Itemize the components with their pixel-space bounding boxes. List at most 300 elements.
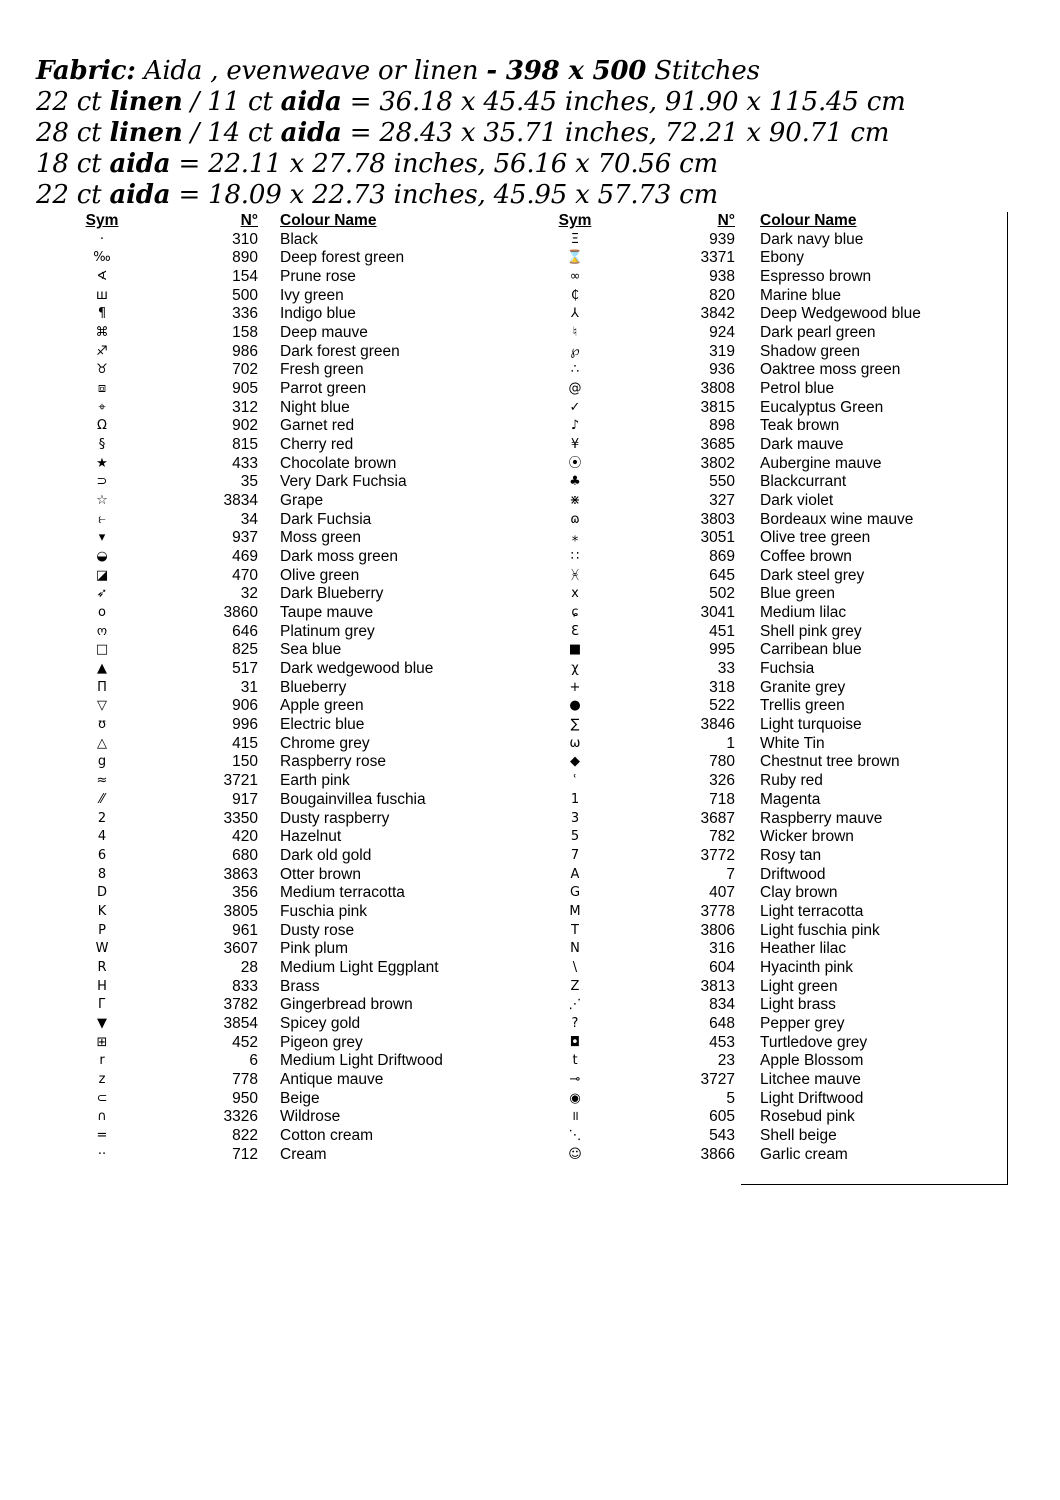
thread-number: 3727	[700, 1070, 735, 1088]
thread-symbol: ⅄	[571, 306, 579, 322]
thread-symbol: ◉	[569, 1090, 581, 1106]
thread-symbol: g	[97, 754, 107, 770]
thread-number: 939	[709, 230, 735, 248]
colour-name: Moss green	[280, 529, 361, 547]
thread-symbol: ⥼	[98, 511, 106, 527]
colour-name: Very Dark Fuchsia	[280, 473, 407, 491]
size-dimensions: = 22.11 x 27.78 inches, 56.16 x 70.56 cm	[170, 149, 718, 179]
thread-symbol: ▾	[98, 530, 106, 546]
colour-name: Dark mauve	[760, 436, 844, 454]
thread-symbol: A	[570, 866, 580, 882]
thread-symbol: 7	[570, 847, 580, 863]
colour-name: White Tin	[760, 734, 825, 752]
thread-symbol: x	[571, 586, 579, 602]
colour-name: Light brass	[760, 996, 836, 1014]
colour-name: Pink plum	[280, 940, 349, 958]
thread-symbol: ▼	[97, 1015, 107, 1031]
thread-symbol: ⊂	[96, 1090, 108, 1106]
colour-name: Olive tree green	[760, 529, 871, 547]
colour-name: Hyacinth pink	[760, 958, 854, 976]
thread-symbol: ω	[569, 735, 581, 751]
colour-name: Garlic cream	[760, 1145, 848, 1163]
thread-number: 815	[232, 436, 258, 454]
thread-symbol: ◆	[570, 754, 580, 770]
size-fabric-bold: linen	[109, 87, 183, 117]
colour-name: Light green	[760, 977, 838, 995]
thread-number: 995	[709, 641, 735, 659]
size-fabric-bold: aida	[280, 118, 342, 148]
colour-name: Ruby red	[760, 772, 823, 790]
thread-number: 3866	[700, 1145, 735, 1163]
colour-name: Medium Light Eggplant	[280, 958, 439, 976]
sym-header: Sym	[85, 212, 119, 229]
colour-name: Light terracotta	[760, 902, 864, 920]
thread-symbol: ⌘	[95, 325, 109, 341]
thread-number: 158	[232, 324, 258, 342]
thread-number: 6	[249, 1052, 258, 1070]
colour-name: Taupe mauve	[280, 604, 374, 622]
size-line-22ct-aida	[36, 180, 1036, 211]
thread-symbol: ∢	[96, 269, 108, 285]
thread-symbol: ♉	[96, 362, 108, 378]
colour-name: Garnet red	[280, 417, 355, 435]
thread-symbol: G	[569, 885, 581, 901]
colour-name: Light fuschia pink	[760, 921, 880, 939]
thread-number: 905	[232, 380, 258, 398]
sym-header: Sym	[558, 212, 592, 229]
thread-number: 869	[709, 548, 735, 566]
thread-symbol: ⋇	[569, 493, 581, 509]
colour-name: Shell beige	[760, 1126, 837, 1144]
thread-symbol: ♣	[569, 474, 581, 490]
thread-symbol: ∩	[97, 1109, 107, 1125]
colour-name: Dark moss green	[280, 548, 399, 566]
fabric-line	[36, 56, 1036, 87]
colour-name: Dusty rose	[280, 921, 355, 939]
thread-number: 3834	[223, 492, 258, 510]
colour-name: Medium Light Driftwood	[280, 1052, 443, 1070]
thread-number: 3778	[700, 902, 735, 920]
thread-number: 319	[709, 342, 735, 360]
thread-number: 470	[232, 566, 258, 584]
thread-symbol: ш	[96, 287, 108, 303]
thread-number: 902	[232, 417, 258, 435]
colour-name: Aubergine mauve	[760, 454, 882, 472]
colour-name: Bordeaux wine mauve	[760, 510, 914, 528]
thread-number: 5	[726, 1089, 735, 1107]
thread-symbol: ℘	[570, 343, 580, 359]
thread-symbol: H	[97, 978, 107, 994]
size-dimensions: = 28.43 x 35.71 inches, 72.21 x 90.71 cm	[341, 118, 890, 148]
number-header: N°	[240, 212, 258, 229]
thread-symbol: 2	[97, 810, 107, 826]
size-count-text: 28 ct	[36, 118, 110, 148]
colour-name: Oaktree moss green	[760, 361, 901, 379]
colour-name: Night blue	[280, 398, 350, 416]
thread-number: 938	[709, 268, 735, 286]
thread-symbol: ‰	[93, 250, 111, 266]
colour-name: Dark old gold	[280, 846, 372, 864]
thread-symbol: t	[572, 1053, 578, 1069]
thread-number: 517	[232, 660, 258, 678]
size-line-18ct-aida	[36, 149, 1036, 180]
thread-symbol: ¶	[97, 306, 107, 322]
thread-symbol: △	[97, 735, 107, 751]
fabric-label: Fabric:	[36, 56, 136, 86]
thread-symbol: W	[95, 941, 109, 957]
thread-symbol: ?	[571, 1015, 579, 1031]
colour-name: Deep Wedgewood blue	[760, 305, 921, 323]
thread-number: 522	[709, 697, 735, 715]
thread-number: 605	[709, 1108, 735, 1126]
thread-number: 3842	[700, 305, 735, 323]
colour-name: Spicey gold	[280, 1014, 361, 1032]
thread-symbol: ⌛	[566, 250, 584, 266]
thread-number: 822	[232, 1126, 258, 1144]
colour-name: Clay brown	[760, 884, 838, 902]
colour-name: Rosebud pink	[760, 1108, 855, 1126]
thread-number: 3808	[700, 380, 735, 398]
thread-number: 469	[232, 548, 258, 566]
thread-symbol: ⊃	[96, 474, 108, 490]
thread-symbol: ⧈	[97, 381, 107, 397]
thread-number: 453	[709, 1033, 735, 1051]
thread-symbol: ∞	[569, 269, 581, 285]
colour-name: Magenta	[760, 790, 821, 808]
thread-symbol: ⊸	[569, 1071, 581, 1087]
thread-symbol: ★	[96, 455, 108, 471]
thread-symbol: Г	[98, 997, 106, 1013]
colour-name: Deep mauve	[280, 324, 368, 342]
thread-symbol: +	[569, 679, 581, 695]
stitch-count: - 398 x 500	[486, 56, 647, 86]
thread-symbol: ♪	[570, 418, 580, 434]
thread-symbol: ✓	[569, 399, 581, 415]
thread-number: 782	[709, 828, 735, 846]
thread-symbol: ⋰	[568, 997, 582, 1013]
colour-name: Dark steel grey	[760, 566, 865, 584]
size-count-text: / 11 ct	[182, 87, 281, 117]
size-count-text: 22 ct	[36, 87, 110, 117]
thread-symbol: ⁄⁄	[99, 791, 105, 807]
thread-symbol: ▲	[97, 661, 107, 677]
colour-name: Medium lilac	[760, 604, 847, 622]
thread-symbol: Ω	[97, 418, 107, 434]
colour-name: Dark violet	[760, 492, 834, 510]
thread-symbol: ო	[96, 623, 108, 639]
colour-name: Indigo blue	[280, 305, 356, 323]
thread-number: 648	[709, 1014, 735, 1032]
thread-symbol: ☆	[96, 493, 108, 509]
thread-number: 890	[232, 249, 258, 267]
colour-name: Medium terracotta	[280, 884, 405, 902]
thread-number: 543	[709, 1126, 735, 1144]
thread-number: 780	[709, 753, 735, 771]
size-fabric-bold: aida	[109, 180, 171, 210]
size-count-text: / 14 ct	[182, 118, 281, 148]
colour-name: Deep forest green	[280, 249, 405, 267]
colour-name: Brass	[280, 977, 320, 995]
thread-number: 3772	[700, 846, 735, 864]
colour-name: Blueberry	[280, 678, 347, 696]
thread-number: 924	[709, 324, 735, 342]
thread-symbol: 4	[97, 829, 107, 845]
colour-name: Olive green	[280, 566, 360, 584]
thread-number: 961	[232, 921, 258, 939]
thread-symbol: o	[98, 605, 106, 621]
colour-name: Pigeon grey	[280, 1033, 363, 1051]
colour-name: Pepper grey	[760, 1014, 845, 1032]
thread-number: 3607	[223, 940, 258, 958]
thread-number: 3782	[223, 996, 258, 1014]
colour-name: Espresso brown	[760, 268, 872, 286]
thread-number: 718	[709, 790, 735, 808]
thread-symbol: =	[96, 1127, 108, 1143]
size-dimensions: = 36.18 x 45.45 inches, 91.90 x 115.45 cm	[341, 87, 906, 117]
thread-symbol: 5	[570, 829, 580, 845]
thread-symbol: 1	[570, 791, 580, 807]
colour-name: Dusty raspberry	[280, 809, 390, 827]
thread-number: 3687	[700, 809, 735, 827]
thread-number: 336	[232, 305, 258, 323]
number-header: N°	[717, 212, 735, 229]
thread-symbol: ◪	[95, 567, 109, 583]
colour-name: Chrome grey	[280, 734, 370, 752]
colour-name: Apple green	[280, 697, 364, 715]
thread-number: 3854	[223, 1014, 258, 1032]
size-fabric-bold: aida	[109, 149, 171, 179]
colour-name: Apple Blossom	[760, 1052, 864, 1070]
colour-name: Coffee brown	[760, 548, 852, 566]
colour-name: Light turquoise	[760, 716, 862, 734]
thread-symbol: r	[99, 1053, 105, 1069]
thread-number: 936	[709, 361, 735, 379]
thread-number: 3350	[223, 809, 258, 827]
thread-symbol: Ξ	[570, 231, 580, 247]
size-count-text: 22 ct	[36, 180, 110, 210]
colour-name: Fuschia pink	[280, 902, 368, 920]
size-count-text: 18 ct	[36, 149, 110, 179]
thread-number: 906	[232, 697, 258, 715]
thread-number: 327	[709, 492, 735, 510]
thread-number: 937	[232, 529, 258, 547]
thread-symbol: ·	[99, 231, 105, 247]
thread-symbol: ⋱	[568, 1127, 582, 1143]
thread-number: 34	[240, 510, 258, 528]
thread-number: 712	[232, 1145, 258, 1163]
colour-name: Teak brown	[760, 417, 840, 435]
colour-name: Dark Blueberry	[280, 585, 384, 603]
colour-name: Beige	[280, 1089, 320, 1107]
thread-symbol: @	[568, 381, 582, 397]
thread-symbol: ɕ	[571, 605, 579, 621]
colour-name: Gingerbread brown	[280, 996, 413, 1014]
thread-symbol: T	[571, 922, 579, 938]
thread-symbol: ··	[97, 1146, 107, 1162]
thread-number: 502	[709, 585, 735, 603]
thread-symbol: ◒	[96, 549, 108, 565]
colour-name: Dark navy blue	[760, 230, 864, 248]
colour-name: Light Driftwood	[760, 1089, 864, 1107]
thread-symbol: ⦿	[568, 455, 582, 471]
thread-number: 3371	[700, 249, 735, 267]
thread-symbol: Π	[97, 679, 107, 695]
colour-name: Hazelnut	[280, 828, 342, 846]
colour-name: Dark forest green	[280, 342, 400, 360]
thread-symbol: 8	[97, 866, 107, 882]
thread-number: 23	[717, 1052, 735, 1070]
thread-number: 645	[709, 566, 735, 584]
thread-symbol: ¥	[570, 437, 580, 453]
colour-name: Ebony	[760, 249, 804, 267]
thread-number: 415	[232, 734, 258, 752]
thread-symbol: ⁎	[571, 530, 579, 546]
colour-name: Raspberry mauve	[760, 809, 883, 827]
colour-name: Electric blue	[280, 716, 365, 734]
colour-name: Cream	[280, 1145, 327, 1163]
thread-symbol: K	[97, 903, 107, 919]
thread-number: 646	[232, 622, 258, 640]
table-border-right	[1007, 212, 1008, 1184]
thread-symbol: ⌖	[98, 399, 106, 415]
thread-number: 550	[709, 473, 735, 491]
size-fabric-bold: linen	[109, 118, 183, 148]
thread-number: 825	[232, 641, 258, 659]
thread-number: 452	[232, 1033, 258, 1051]
thread-number: 3860	[223, 604, 258, 622]
thread-symbol: ₵	[570, 287, 580, 303]
colour-name: Chestnut tree brown	[760, 753, 900, 771]
thread-number: 500	[232, 286, 258, 304]
thread-symbol: 6	[97, 847, 107, 863]
colour-name: Fuchsia	[760, 660, 815, 678]
thread-number: 407	[709, 884, 735, 902]
thread-number: 3815	[700, 398, 735, 416]
thread-symbol: χ	[571, 661, 579, 677]
thread-number: 420	[232, 828, 258, 846]
thread-number: 3802	[700, 454, 735, 472]
thread-number: 3846	[700, 716, 735, 734]
fabric-types: Aida , evenweave or linen	[135, 56, 487, 86]
colour-name: Antique mauve	[280, 1070, 384, 1088]
thread-number: 326	[709, 772, 735, 790]
thread-number: 604	[709, 958, 735, 976]
thread-symbol: ॥	[571, 1109, 579, 1125]
colour-name: Cotton cream	[280, 1126, 374, 1144]
thread-number: 986	[232, 342, 258, 360]
colour-name: Heather lilac	[760, 940, 847, 958]
thread-symbol: □	[95, 642, 109, 658]
size-dimensions: = 18.09 x 22.73 inches, 45.95 x 57.73 cm	[170, 180, 718, 210]
thread-number: 3721	[223, 772, 258, 790]
colour-name: Shadow green	[760, 342, 860, 360]
thread-number: 35	[240, 473, 258, 491]
thread-number: 312	[232, 398, 258, 416]
colour-name: Turtledove grey	[760, 1033, 868, 1051]
thread-symbol: ▽	[97, 698, 107, 714]
thread-number: 3041	[700, 604, 735, 622]
colour-name: Blackcurrant	[760, 473, 847, 491]
colour-name: Prune rose	[280, 268, 356, 286]
thread-number: 7	[726, 865, 735, 883]
thread-number: 996	[232, 716, 258, 734]
colour-name: Trellis green	[760, 697, 845, 715]
thread-number: 318	[709, 678, 735, 696]
thread-number: 834	[709, 996, 735, 1014]
colour-name: Bougainvillea fuschia	[280, 790, 426, 808]
thread-number: 820	[709, 286, 735, 304]
thread-number: 898	[709, 417, 735, 435]
thread-symbol: z	[98, 1071, 106, 1087]
colour-name: Blue green	[760, 585, 835, 603]
thread-symbol: Ɛ	[571, 623, 579, 639]
colour-name: Parrot green	[280, 380, 367, 398]
stitches-label: Stitches	[646, 56, 760, 86]
thread-symbol: ⊞	[96, 1034, 108, 1050]
colour-name: Cherry red	[280, 436, 354, 454]
thread-number: 3863	[223, 865, 258, 883]
thread-symbol: ∑	[570, 717, 580, 733]
colour-name: Petrol blue	[760, 380, 835, 398]
colour-name: Eucalyptus Green	[760, 398, 884, 416]
colour-name: Chocolate brown	[280, 454, 397, 472]
colour-name: Litchee mauve	[760, 1070, 861, 1088]
thread-number: 917	[232, 790, 258, 808]
thread-symbol: \	[572, 959, 578, 975]
thread-number: 3685	[700, 436, 735, 454]
thread-symbol: ʊ	[97, 717, 107, 733]
colour-name: Platinum grey	[280, 622, 375, 640]
thread-number: 150	[232, 753, 258, 771]
thread-symbol: Z	[570, 978, 580, 994]
thread-number: 778	[232, 1070, 258, 1088]
colour-name: Grape	[280, 492, 324, 510]
thread-number: 316	[709, 940, 735, 958]
thread-symbol: ᚸ	[571, 567, 579, 583]
thread-symbol: M	[569, 903, 581, 919]
thread-symbol: ∴	[570, 362, 580, 378]
thread-symbol: 3	[570, 810, 580, 826]
colour-name: Raspberry rose	[280, 753, 386, 771]
colour-name: Carribean blue	[760, 641, 862, 659]
thread-number: 28	[240, 958, 258, 976]
thread-symbol: N	[570, 941, 580, 957]
thread-number: 433	[232, 454, 258, 472]
thread-symbol: ➶	[96, 586, 108, 602]
colour-name: Otter brown	[280, 865, 361, 883]
colour-name: Dark Fuchsia	[280, 510, 372, 528]
thread-number: 32	[240, 585, 258, 603]
thread-symbol: ■	[568, 642, 582, 658]
colour-name: Earth pink	[280, 772, 350, 790]
thread-symbol: P	[98, 922, 106, 938]
thread-number: 680	[232, 846, 258, 864]
colour-name: Wicker brown	[760, 828, 854, 846]
table-border-bottom	[741, 1184, 1008, 1185]
thread-number: 3813	[700, 977, 735, 995]
colour-name: Ivy green	[280, 286, 344, 304]
colour-name-header: Colour Name	[760, 212, 857, 229]
thread-number: 310	[232, 230, 258, 248]
thread-number: 3803	[700, 510, 735, 528]
colour-name: Marine blue	[760, 286, 841, 304]
thread-number: 950	[232, 1089, 258, 1107]
thread-number: 3806	[700, 921, 735, 939]
thread-symbol: ʿ	[573, 773, 577, 789]
thread-symbol: ɷ	[570, 511, 580, 527]
thread-number: 3326	[223, 1108, 258, 1126]
thread-symbol: ♐	[96, 343, 108, 359]
